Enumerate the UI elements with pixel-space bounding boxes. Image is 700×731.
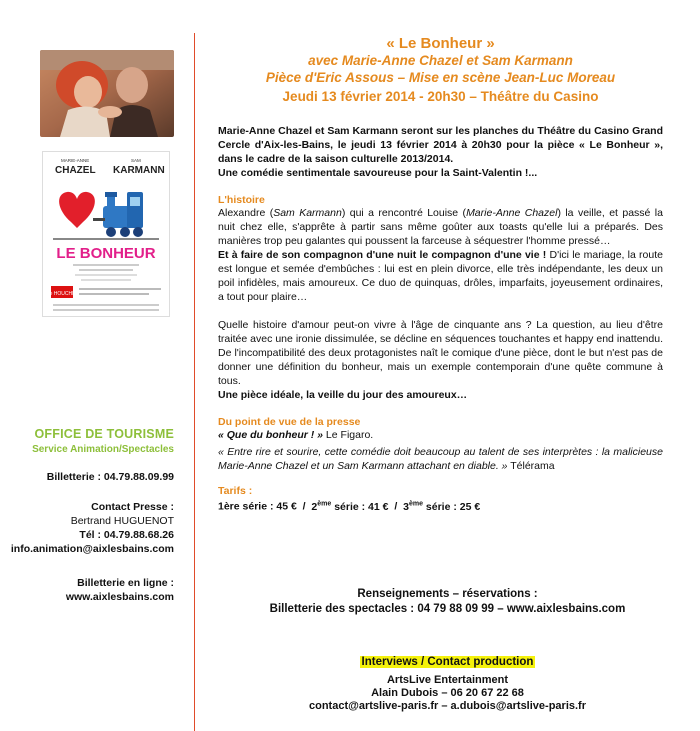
actors-photo bbox=[40, 50, 174, 137]
poster-name-left: CHAZEL bbox=[55, 165, 96, 176]
heart-icon bbox=[59, 192, 95, 228]
online-url[interactable]: www.aixlesbains.com bbox=[65, 591, 174, 603]
sidebar bbox=[0, 0, 183, 731]
poster-actor-right: SAM bbox=[131, 158, 141, 163]
poster-name-right: KARMANN bbox=[113, 165, 165, 176]
train-icon bbox=[93, 192, 143, 237]
tarif-3: 3ème série : 25 € bbox=[403, 500, 481, 513]
histoire-conclusion: Une pièce idéale, la veille du jour des amoureux… bbox=[218, 389, 468, 401]
billetterie-block bbox=[47, 470, 174, 484]
presse-title: Du point de vue de la presse bbox=[218, 416, 361, 428]
production-company: ArtsLive Entertainment bbox=[386, 674, 509, 686]
intro-tagline: Une comédie sentimentale savoureuse pour la Saint-Valentin !... bbox=[218, 167, 538, 179]
tarif-1: 1ère série : 45 € bbox=[218, 500, 297, 513]
contact-name: Bertrand HUGUENOT bbox=[70, 515, 174, 527]
histoire-paragraph-1: Alexandre (Sam Karmann) qui a rencontré Louise (Marie-Anne Chazel) la veille, et passé la nuit chez elle, s'apprête à partir sans même goûter aux toasts qu'elle lui a préparés. Des manières trop peu galantes qui poussent la farceuse à séquestrer l'homme pressé… Et à faire de son compagnon d'une nuit le compagnon d'une vie ! D'ici le mariage, la route est longue et semée d'embûches : lui est en plein divorce, elle très indépendante, les deux un poil infidèles, mais amoureux. Ce duo de quinquas, drôles, imparfaits, joyeusement ordinaires, a tout pour plaire… bbox=[218, 207, 663, 303]
tarifs-line: 1ère série : 45 € / 2ème série : 41 € / 3ème série : 25 € bbox=[218, 500, 481, 513]
online-label: Billetterie en ligne : bbox=[77, 577, 174, 589]
renseignements-line[interactable]: Billetterie des spectacles : 04 79 88 09 99 – www.aixlesbains.com bbox=[269, 603, 626, 615]
intro-paragraph bbox=[218, 124, 663, 180]
show-poster bbox=[42, 151, 170, 317]
contact-presse-label: Contact Presse : bbox=[91, 501, 174, 513]
office-title: OFFICE DE TOURISME bbox=[34, 427, 174, 441]
main-content bbox=[218, 35, 663, 514]
histoire-paragraph-2: Quelle histoire d'amour peut-on vivre à l'âge de cinquante ans ? La question, au lieu d'être traitée avec une ironie dissimulée, se décline en séquences touchantes et happy end inattendu. De l'incompatibilité des deux protagonistes naît le comique d'une pièce, dont le but n'est pas de donner une définition du bonheur, mais un exemple contemporain d'une quête commune à tous. Une pièce idéale, la veille du jour des amoureux… bbox=[218, 319, 663, 401]
poster-actor-left: MARIE-ANNE bbox=[61, 158, 90, 163]
poster-title: LE BONHEUR bbox=[56, 245, 156, 262]
histoire-highlight: Et à faire de son compagnon d'une nuit le compagnon d'une vie ! bbox=[218, 249, 547, 261]
production-title: Interviews / Contact production bbox=[361, 656, 534, 668]
presse-quote-1: « Que du bonheur ! » Le Figaro. bbox=[218, 429, 374, 441]
renseignements-block bbox=[195, 588, 700, 615]
billetterie-phone: Billetterie : 04.79.88.09.99 bbox=[46, 471, 174, 483]
author-line: Pièce d'Eric Assous – Mise en scène Jean-Luc Moreau bbox=[265, 70, 616, 85]
production-block bbox=[195, 656, 700, 712]
contact-presse-block bbox=[11, 500, 174, 556]
histoire-title: L'histoire bbox=[218, 194, 265, 206]
office-block bbox=[0, 427, 174, 455]
actor-name: Sam Karmann bbox=[273, 207, 342, 219]
vertical-divider bbox=[194, 33, 195, 731]
show-title: « Le Bonheur » bbox=[386, 35, 495, 52]
actor-name: Marie-Anne Chazel bbox=[466, 207, 558, 219]
renseignements-title: Renseignements – réservations : bbox=[357, 588, 538, 600]
online-block bbox=[66, 576, 174, 604]
cast-line: avec Marie-Anne Chazel et Sam Karmann bbox=[308, 53, 573, 68]
production-emails[interactable]: contact@artslive-paris.fr – a.dubois@artslive-paris.fr bbox=[309, 700, 586, 712]
tarifs-title: Tarifs : bbox=[218, 485, 253, 497]
office-subtitle: Service Animation/Spectacles bbox=[32, 444, 174, 455]
tarif-2: 2ème série : 41 € bbox=[311, 500, 389, 513]
poster-logo-text: le HOUCHE bbox=[48, 291, 76, 297]
date-line: Jeudi 13 février 2014 - 20h30 – Théâtre du Casino bbox=[282, 89, 599, 104]
intro-text: Marie-Anne Chazel et Sam Karmann seront sur les planches du Théâtre du Casino Grand Cercle d'Aix-les-Bains, le jeudi 13 février 2014 à 20h30 pour la pièce « Le Bonheur », dans le cadre de la saison culturelle 2013/2014. bbox=[218, 125, 663, 165]
contact-email[interactable]: info.animation@aixlesbains.com bbox=[10, 543, 174, 555]
presse-quote-2: « Entre rire et sourire, cette comédie doit beaucoup au talent de ses interprètes : la malicieuse Marie-Anne Chazel et un Sam Karmann attachant en diable. » Télérama bbox=[218, 446, 663, 472]
contact-tel: Tél : 04.79.88.68.26 bbox=[79, 529, 174, 541]
production-contact: Alain Dubois – 06 20 67 22 68 bbox=[371, 687, 524, 699]
